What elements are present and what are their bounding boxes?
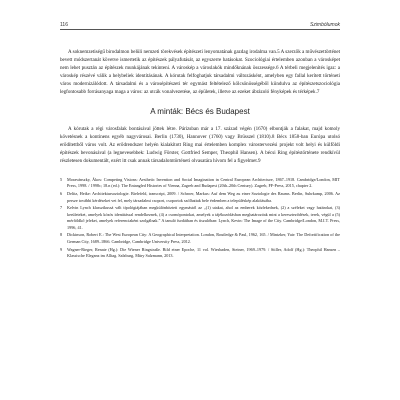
footnote-text: Wagner-Rieger, Renate (Hg.): Die Wiener Ringstraße. Bild einer Epoche, 11 vol. Wiesbaden, Steiner, 1969–1979. / Stiller, Adolf (Hg.): Theophil Hansen – Klassische Eleganz im Alltag. Salzburg, Müry Salzmann, 2013. (67, 246, 340, 259)
page-header (60, 20, 340, 30)
page-number: 116 (60, 22, 68, 28)
section-heading: A minták: Bécs és Budapest (150, 106, 250, 116)
section-paragraph: A kórutak a régi városfalak bontásával jöttek létre. Párizsban már a 17. század végén (1670) elbontják a falakat, majd komoly követésnek a kontinens egyéb nagyvárosai. Berlin (1730), Hannover (1760) vagy Brüsszel (1810).8 Bécs 1858-ban Európa utolsó erődítettből város volt. Az erődrendszer helyén kialakított Ring mai értelemben komplex várostervezési projekt volt helyi és külföldi építészek bevonásával (a legnevesebbek: Ludwig Förster, Gottfried Semper, Theophil Hansen). A bécsi Ring építéstörténete rendkívül részletesen dokumentált, ezért itt csak annak társadalomtörténeti olvasatára hívom fel a figyelmet.9 (60, 125, 340, 164)
footnote-text: Dickinson, Robert E.: The West European City: A Geographical Interpretation. London, Routledge & Paul, 1962, 165. / Mintzker, Yair: The Defortification of the German City, 1689–1866. Cambridge, Cambridge University Press, 2012. (67, 232, 340, 244)
section-text (60, 125, 340, 165)
footnote-number: 7 (60, 205, 63, 211)
footnote (60, 247, 340, 260)
footnote (60, 177, 340, 190)
intro-paragraph: A soknemzetiségű birodalmon belüli nemzeti törekvések építészeti lenyomatának gazdag irodalma van.5 A szerzők a művészettörténet bevett módszertanát követve ismertetik az építészek pályafutását, az egyszerre hatásokat. Szociológiai értelemben azonban a városképet nem lehet pusztán az építészek munkájának tekinteni. A városkép a városlakók mindőknának összessége.6 A térbeli megjelenítés igaz: a városkép részévé válik a helybeliek identitásának. A kórutak felfoghatjuk társadalmi változásként, amelyben egy fallal kerített történeti város modernizálódott. A társadalmi és a városépítészeti tér egymást feltételező kölcsönösségéből kiindulva az építészetszociológia legfontosabb forrásanyaga maga a város: az utcák vonalvezetése, az épületek, illetve az ezeket ábrázoló fényképek és térképek.7 (60, 49, 340, 96)
footnote-number: 6 (60, 191, 63, 197)
running-title: Szimbólumok (309, 22, 340, 28)
footnote (60, 205, 340, 231)
footnote-number: 5 (60, 177, 63, 183)
footnote-text: Moravánszky, Ákos: Competing Visions: Aesthetic Invention and Social Imagination in Central European Architecture, 1867–1918. Cambridge/London, MIT Press, 1998. / 1998c; 18.n (ed.): The Entangled Histories of Vienna, Zagreb and Budapest (20th–20th Century). Zagreb, FF-Press, 2015, chapter 2. (67, 177, 340, 189)
footnote-text: Delitz, Heike: Architektursoziologie. Bielefeld, transcript, 2009. / Schroer, Markus: Auf dem Weg zu einer Soziologie des Raums. Berlin, Suhrkamp, 2006. Az persze további kérdéseket vet fel, mely társadalmi csoport, csoportok szólhattak bele érdemben a településkép alakításába. (67, 191, 340, 203)
main-text (60, 48, 340, 97)
footnote (60, 232, 340, 245)
footnote-text: Kelvin Lynch klasszikussá vált típológiájában megkülönbözteti egymástól az „(1) utakat, ahol az emberek közlekednek, (2) a széleket vagy határokat, (3) kerületeket, amelyek közös identitással rendelkeznek, (4) a csomópontokat, amelyek a tájékozódásban meghatározóak mint a kereszteződések, terek, végül a (5) mérföldkő jeleket, amelyek referenciaként szolgálnak.” A tanuló furdáiban és tiszulóban: Lynch, Kevin: The Image of the City. Cambridge/London, M.I.T. Press, 1996, 41. (67, 205, 340, 230)
footnote-number: 8 (60, 232, 63, 238)
footnote-number: 9 (60, 246, 63, 252)
footnotes (60, 177, 340, 259)
footnote (60, 191, 340, 204)
